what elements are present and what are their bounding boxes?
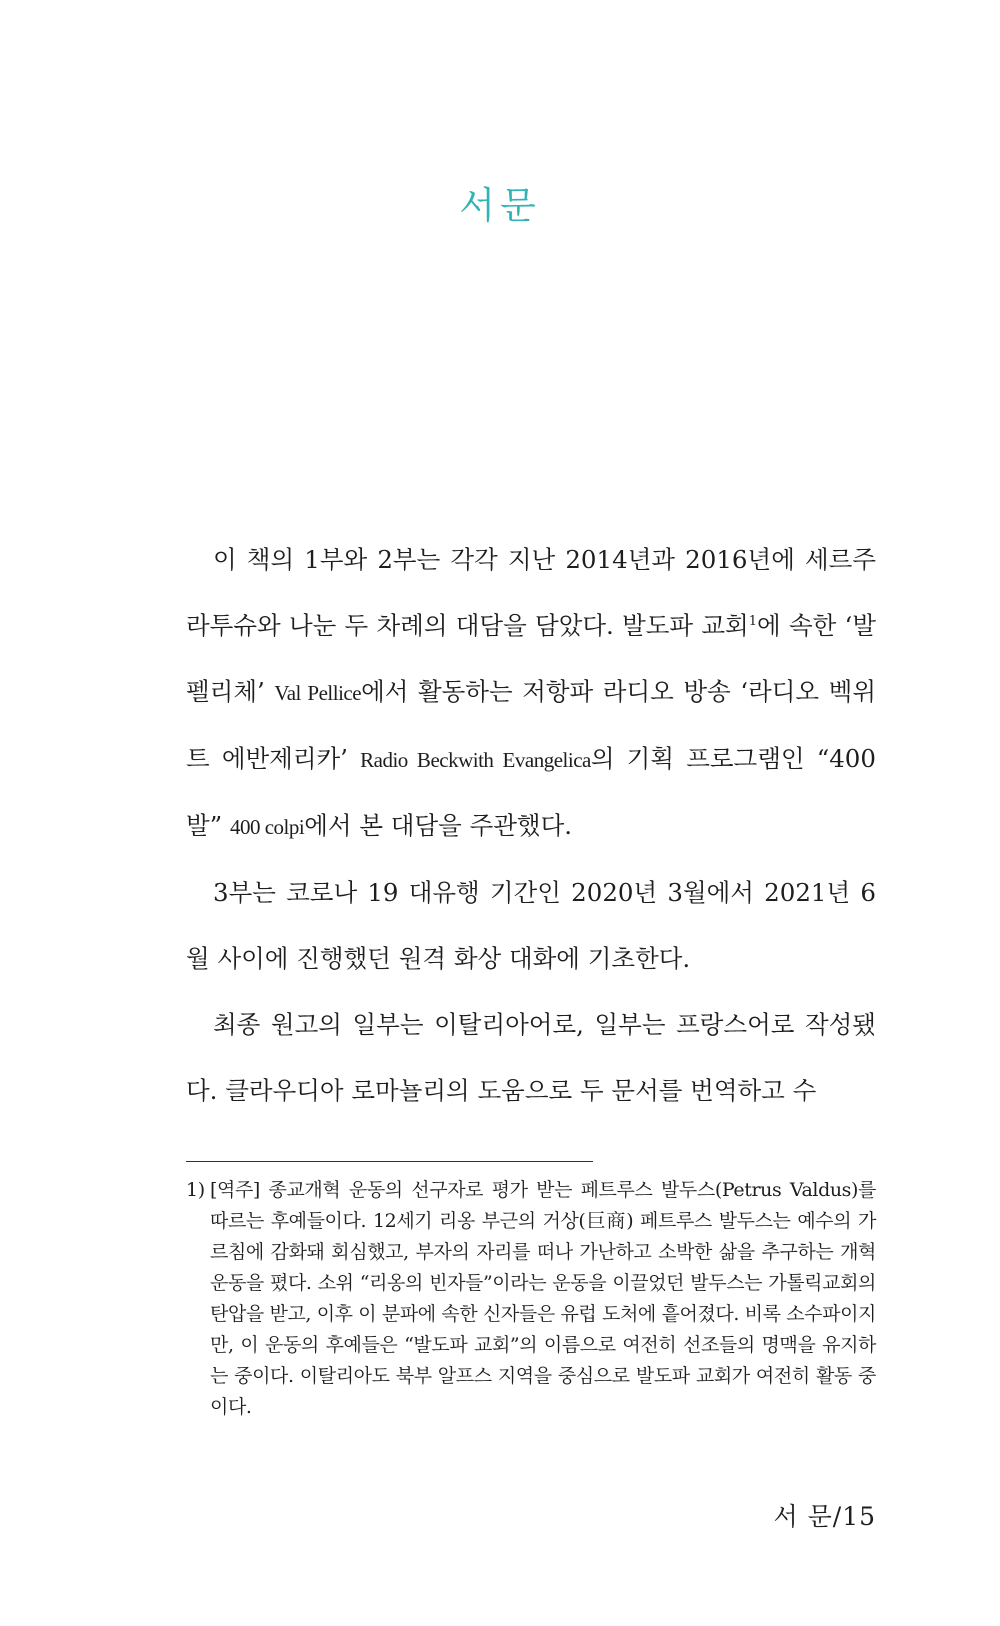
paragraph-text: 에 속한 ‘발 펠리체’: [186, 611, 877, 706]
paragraph: [186, 527, 876, 860]
paragraph-text: 이 책의 1부와 2부는 각각 지난 2014년과 2016년에 세르주 라투슈와 나눈 두 차례의 대담을 담았다. 발도파 교회: [186, 545, 876, 640]
folio-section: 서 문: [773, 1502, 833, 1531]
latin-term: Val Pellice: [274, 681, 362, 705]
running-footer: [774, 1497, 877, 1533]
footnote-reference: 1: [748, 614, 757, 629]
paragraph-text: 의 기획 프로그램인 “400발”: [186, 744, 876, 840]
footnote-text: [역주] 종교개혁 운동의 선구자로 평가 받는 페트루스 발두스(Petrus Valdus)를 따르는 후예들이다. 12세기 리옹 부근의 거상(巨商) 페트루스 발두스는 예수의 가르침에 감화돼 회심했고, 부자의 자리를 떠나 가난하고 소박한 삶을 추구하는 개혁 운동을 폈다. 소위 “리옹의 빈자들”이라는 운동을 이끌었던 발두스는 가톨릭교회의 탄압을 받고, 이후 이 분파에 속한 신자들은 유럽 도처에 흩어졌다. 비록 소수파이지만, 이 운동의 후예들은 “발도파 교회”의 이름으로 여전히 선조들의 명맥을 유지하는 중이다. 이탈리아도 북부 알프스 지역을 중심으로 발도파 교회가 여전히 활동 중이다.: [210, 1179, 876, 1418]
footnote-number: 1): [186, 1179, 205, 1201]
folio-separator: /: [832, 1502, 843, 1531]
footnote: [186, 1175, 876, 1423]
latin-term: 400 colpi: [229, 815, 305, 839]
footnote-divider: [186, 1161, 593, 1162]
page-number: 15: [842, 1502, 876, 1531]
paragraph: 3부는 코로나 19 대유행 기간인 2020년 3월에서 2021년 6월 사이에 진행했던 원격 화상 대화에 기초한다.: [186, 878, 876, 973]
latin-term: Radio Beckwith Evangelica: [360, 748, 591, 772]
paragraph-text: 에서 활동하는 저항파 라디오 방송 ‘라디오 벡위트 에반제리카’: [186, 677, 877, 773]
body-text: [186, 527, 876, 1124]
chapter-title: 서문: [459, 184, 541, 227]
paragraph-text: 에서 본 대담을 주관했다.: [304, 811, 573, 840]
paragraph: 최종 원고의 일부는 이탈리아어로, 일부는 프랑스어로 작성됐다. 클라우디아 로마뇰리의 도움으로 두 문서를 번역하고 수: [186, 1010, 876, 1105]
